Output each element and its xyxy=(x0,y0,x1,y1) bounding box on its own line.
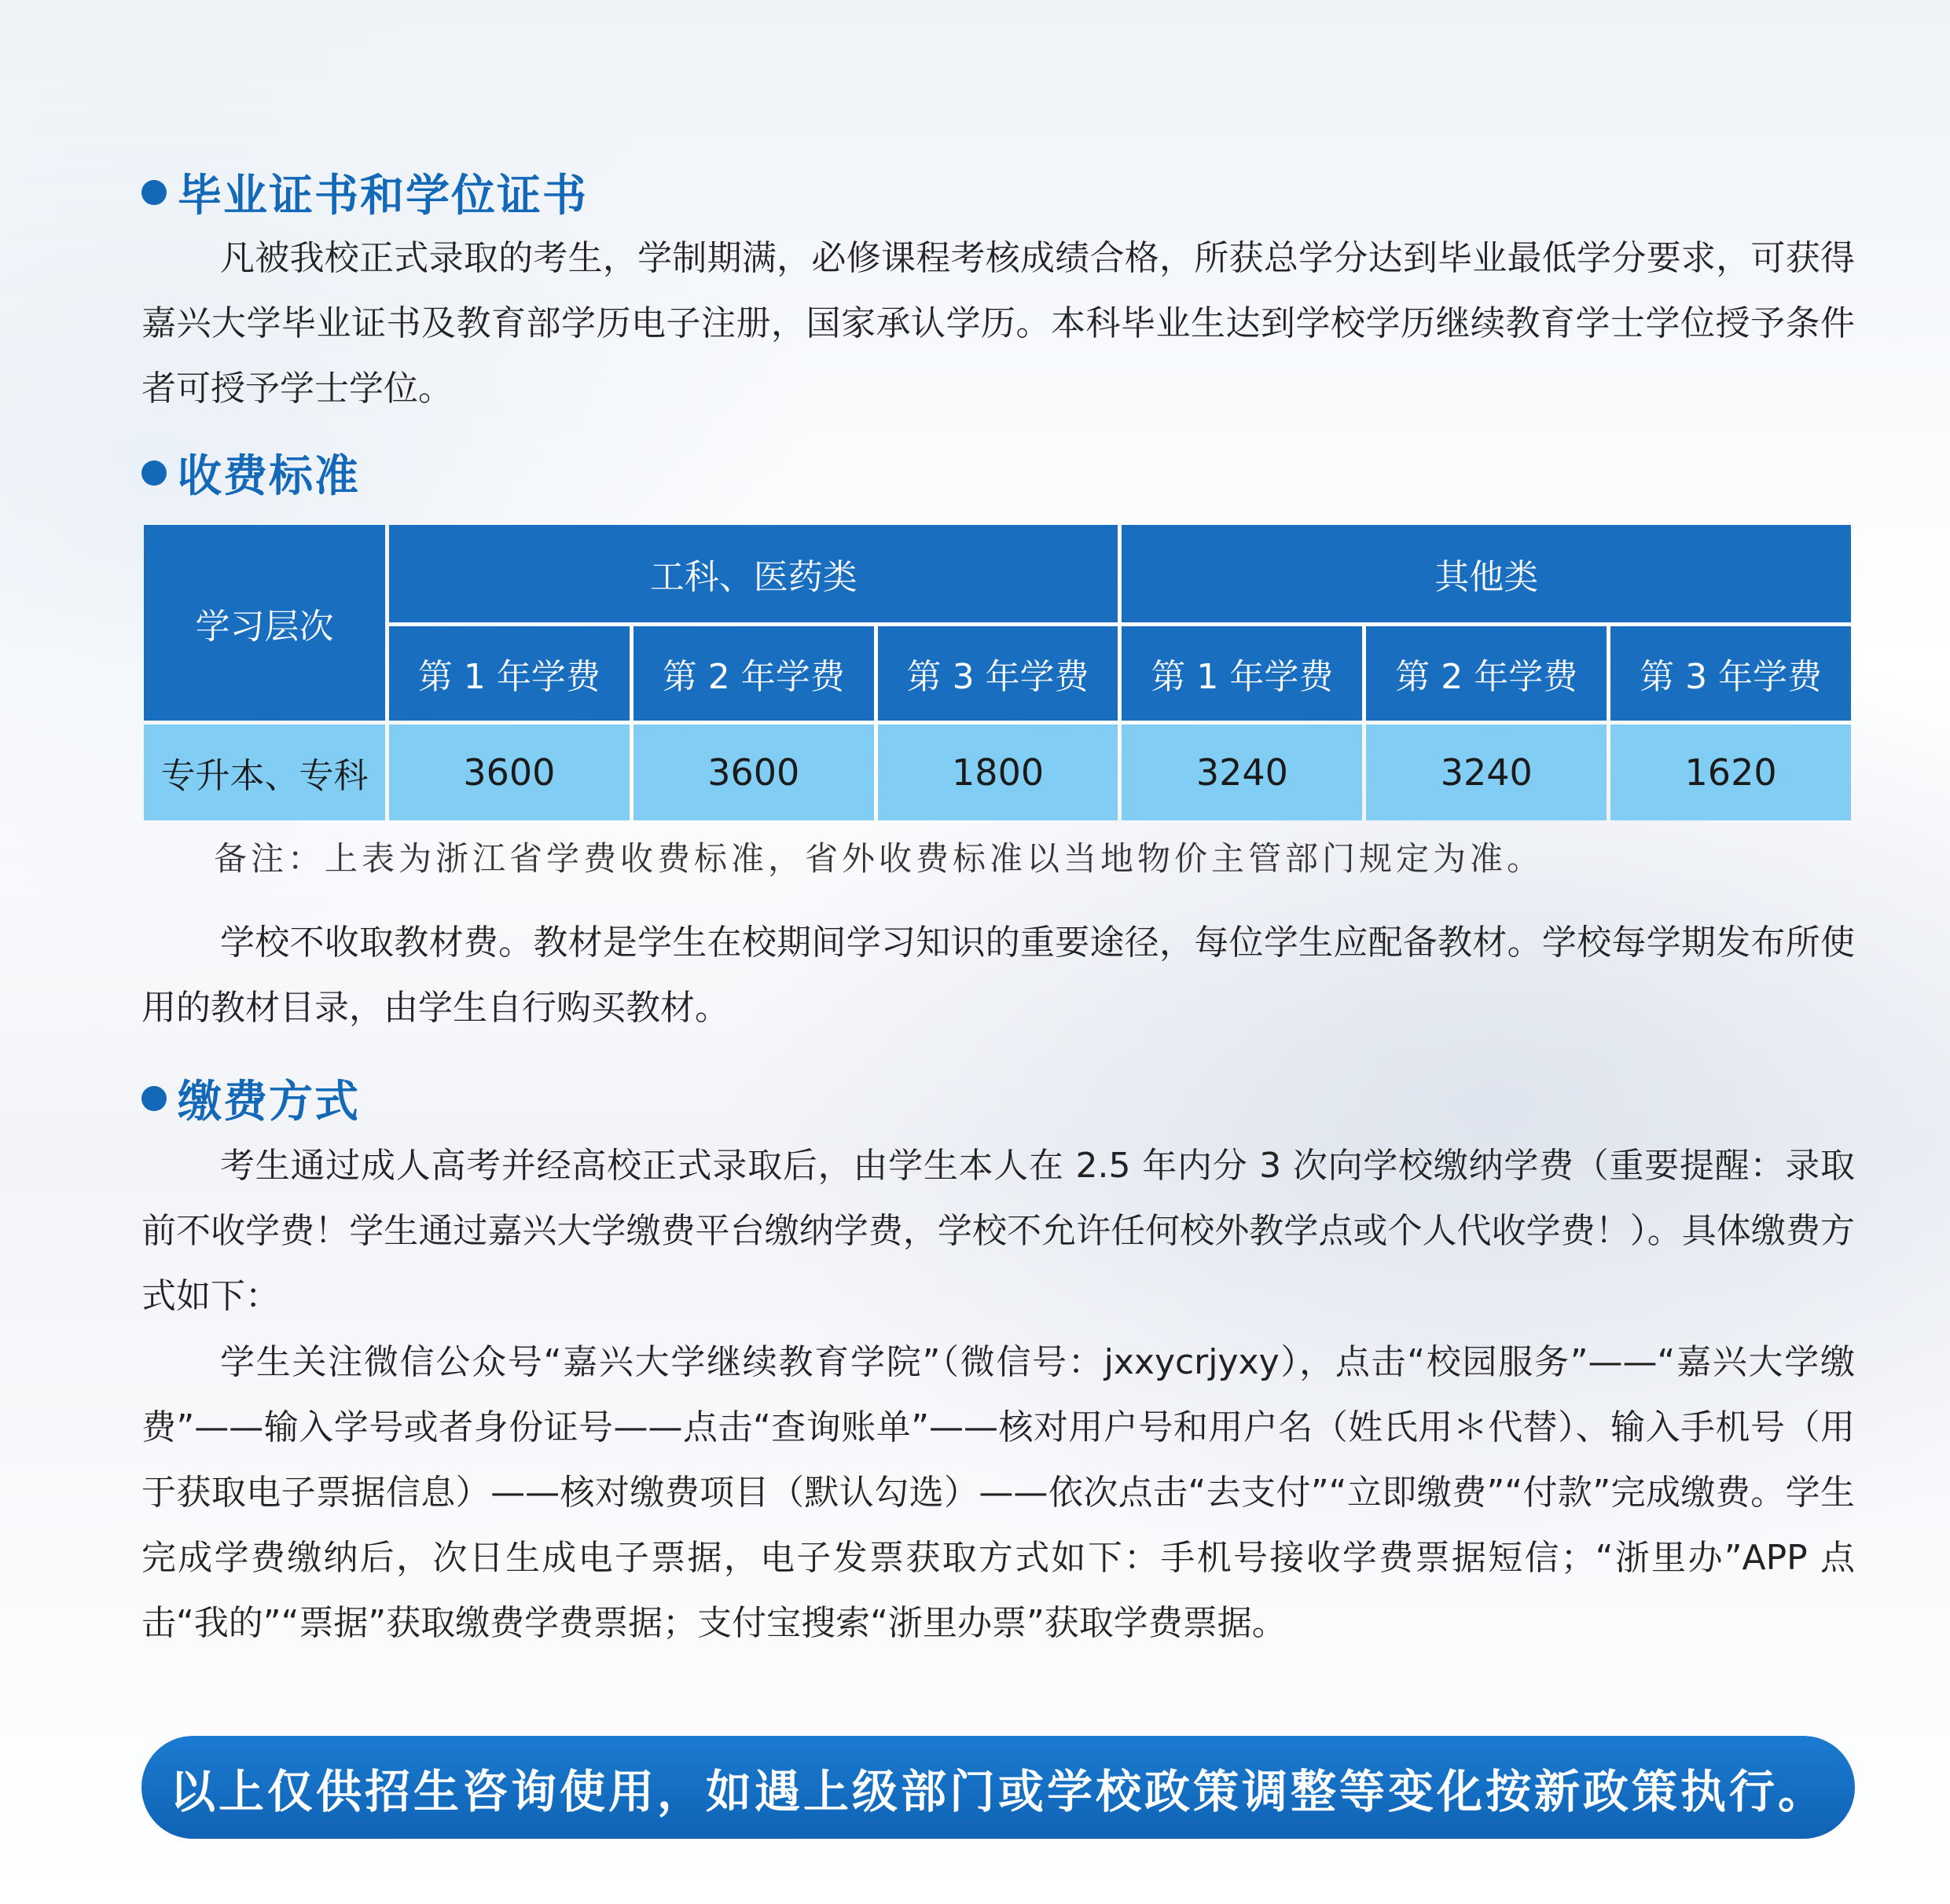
certificates-paragraph: 凡被我校正式录取的考生，学制期满，必修课程考核成绩合格，所获总学分达到毕业最低学分要求，可获得嘉兴大学毕业证书及教育部学历电子注册，国家承认学历。本科毕业生达到学校学历继续教育学士学位授予条件者可授予学士学位。 xyxy=(141,238,1855,409)
table-row-label: 专升本、专科 xyxy=(144,725,385,820)
disclaimer-banner xyxy=(141,1736,1855,1839)
table-header-year: 第 3 年学费 xyxy=(878,626,1118,721)
table-cell: 3600 xyxy=(389,725,630,820)
table-header-level: 学习层次 xyxy=(144,525,385,721)
table-cell: 1620 xyxy=(1610,725,1851,820)
table-header-year: 第 2 年学费 xyxy=(1366,626,1607,721)
table-cell: 3240 xyxy=(1122,725,1362,820)
table-header-group-2: 其他类 xyxy=(1122,525,1851,622)
fee-note: 备注：上表为浙江省学费收费标准，省外收费标准以当地物价主管部门规定为准。 xyxy=(214,839,1544,878)
heading-certificates xyxy=(141,161,588,224)
bullet-dot-icon xyxy=(141,180,167,205)
bullet-dot-icon xyxy=(141,1086,167,1111)
payment-paragraph-2: 学生关注微信公众号“嘉兴大学继续教育学院”（微信号：jxxycrjyxy），点击“校园服务”——“嘉兴大学缴费”——输入学号或者身份证号——点击“查询账单”——核对用户号和用户名（姓氏用＊代替）、输入手机号（用于获取电子票据信息）——核对缴费项目（默认勾选）——依次点击“去支付”“立即缴费”“付款”完成缴费。学生完成学费缴纳后，次日生成电子票据，电子发票获取方式如下：手机号接收学费票据短信；“浙里办”APP 点击“我的”“票据”获取缴费学费票据；支付宝搜索“浙里办票”获取学费票据。 xyxy=(141,1342,1855,1643)
textbook-paragraph: 学校不收取教材费。教材是学生在校期间学习知识的重要途径，每位学生应配备教材。学校每学期发布所使用的教材目录，由学生自行购买教材。 xyxy=(141,923,1855,1028)
heading-certificates-text: 毕业证书和学位证书 xyxy=(178,171,588,222)
table-header-year: 第 2 年学费 xyxy=(633,626,874,721)
heading-fees xyxy=(141,442,360,504)
table-header-year: 第 1 年学费 xyxy=(1122,626,1362,721)
table-row xyxy=(144,725,1851,820)
table-cell: 3240 xyxy=(1366,725,1607,820)
table-header-group-1: 工科、医药类 xyxy=(389,525,1118,622)
disclaimer-text: 以上仅供招生咨询使用，如遇上级部门或学校政策调整等变化按新政策执行。 xyxy=(169,1764,1827,1818)
bullet-dot-icon xyxy=(141,460,167,486)
table-cell: 3600 xyxy=(633,725,874,820)
table-header-year: 第 1 年学费 xyxy=(389,626,630,721)
heading-payment xyxy=(141,1067,360,1130)
fee-table xyxy=(140,525,1855,820)
payment-paragraph-1: 考生通过成人高考并经高校正式录取后，由学生本人在 2.5 年内分 3 次向学校缴纳学费（重要提醒：录取前不收学费！学生通过嘉兴大学缴费平台缴纳学费，学校不允许任何校外教学点或个人代收学费！）。具体缴费方式如下： xyxy=(141,1146,1855,1316)
table-cell: 1800 xyxy=(878,725,1118,820)
table-header-year: 第 3 年学费 xyxy=(1610,626,1851,721)
heading-fees-text: 收费标准 xyxy=(178,451,360,502)
heading-payment-text: 缴费方式 xyxy=(178,1077,360,1128)
